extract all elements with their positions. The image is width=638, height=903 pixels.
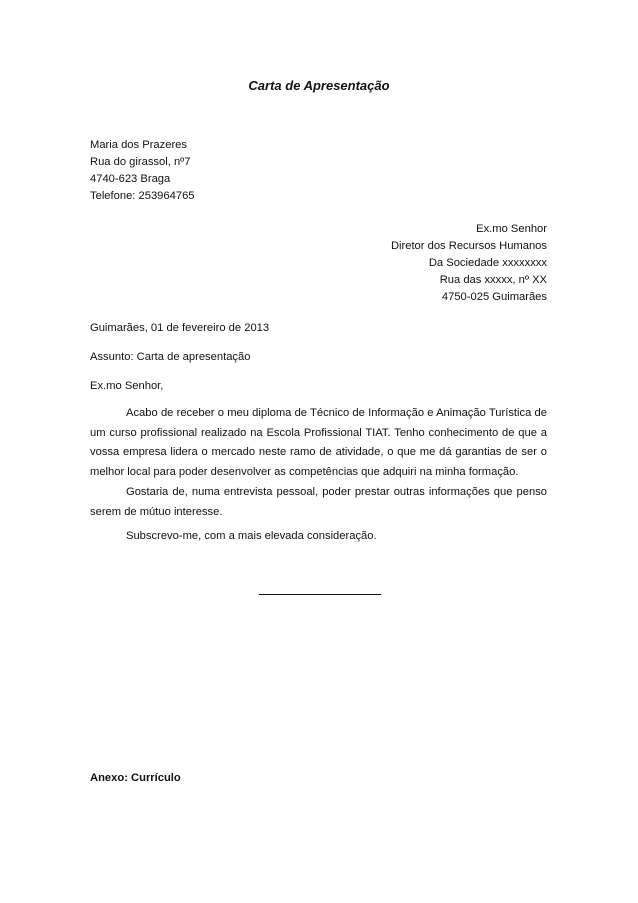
recipient-line-5: 4750-025 Guimarães	[441, 291, 547, 303]
body-paragraph-2: Gostaria de, numa entrevista pessoal, poder prestar outras informações que penso serem de mútuo interesse.	[90, 486, 547, 518]
recipient-block	[391, 221, 547, 306]
letter-salutation: Ex.mo Senhor,	[90, 380, 164, 392]
letter-subject: Assunto: Carta de apresentação	[90, 351, 251, 363]
signature-line	[259, 594, 381, 595]
sender-phone: Telefone: 253964765	[90, 190, 195, 202]
recipient-line-4: Rua das xxxxx, nº XX	[439, 274, 547, 286]
body-paragraph-3: Subscrevo-me, com a mais elevada consideração.	[126, 530, 377, 542]
sender-postal: 4740-623 Braga	[90, 173, 171, 185]
letter-date: Guimarães, 01 de fevereiro de 2013	[90, 322, 270, 334]
body-paragraph-1: Acabo de receber o meu diploma de Técnico de Informação e Animação Turística de um curso profissional realizado na Escola Profissional TIAT. Tenho conhecimento de que a vossa empresa lidera o mercado neste ramo de atividade, o que me dá garantias de ser o melhor local para poder desenvolver as competências que adquiri na minha formação.	[90, 407, 547, 478]
recipient-line-1: Ex.mo Senhor	[476, 223, 547, 235]
annex-label: Anexo: Currículo	[90, 772, 181, 784]
letter-title: Carta de Apresentação	[248, 78, 390, 93]
recipient-line-2: Diretor dos Recursos Humanos	[390, 240, 547, 252]
sender-street: Rua do girassol, nº7	[90, 156, 191, 168]
sender-name: Maria dos Prazeres	[90, 139, 187, 151]
sender-block	[90, 137, 195, 205]
recipient-line-3: Da Sociedade xxxxxxxx	[428, 257, 547, 269]
